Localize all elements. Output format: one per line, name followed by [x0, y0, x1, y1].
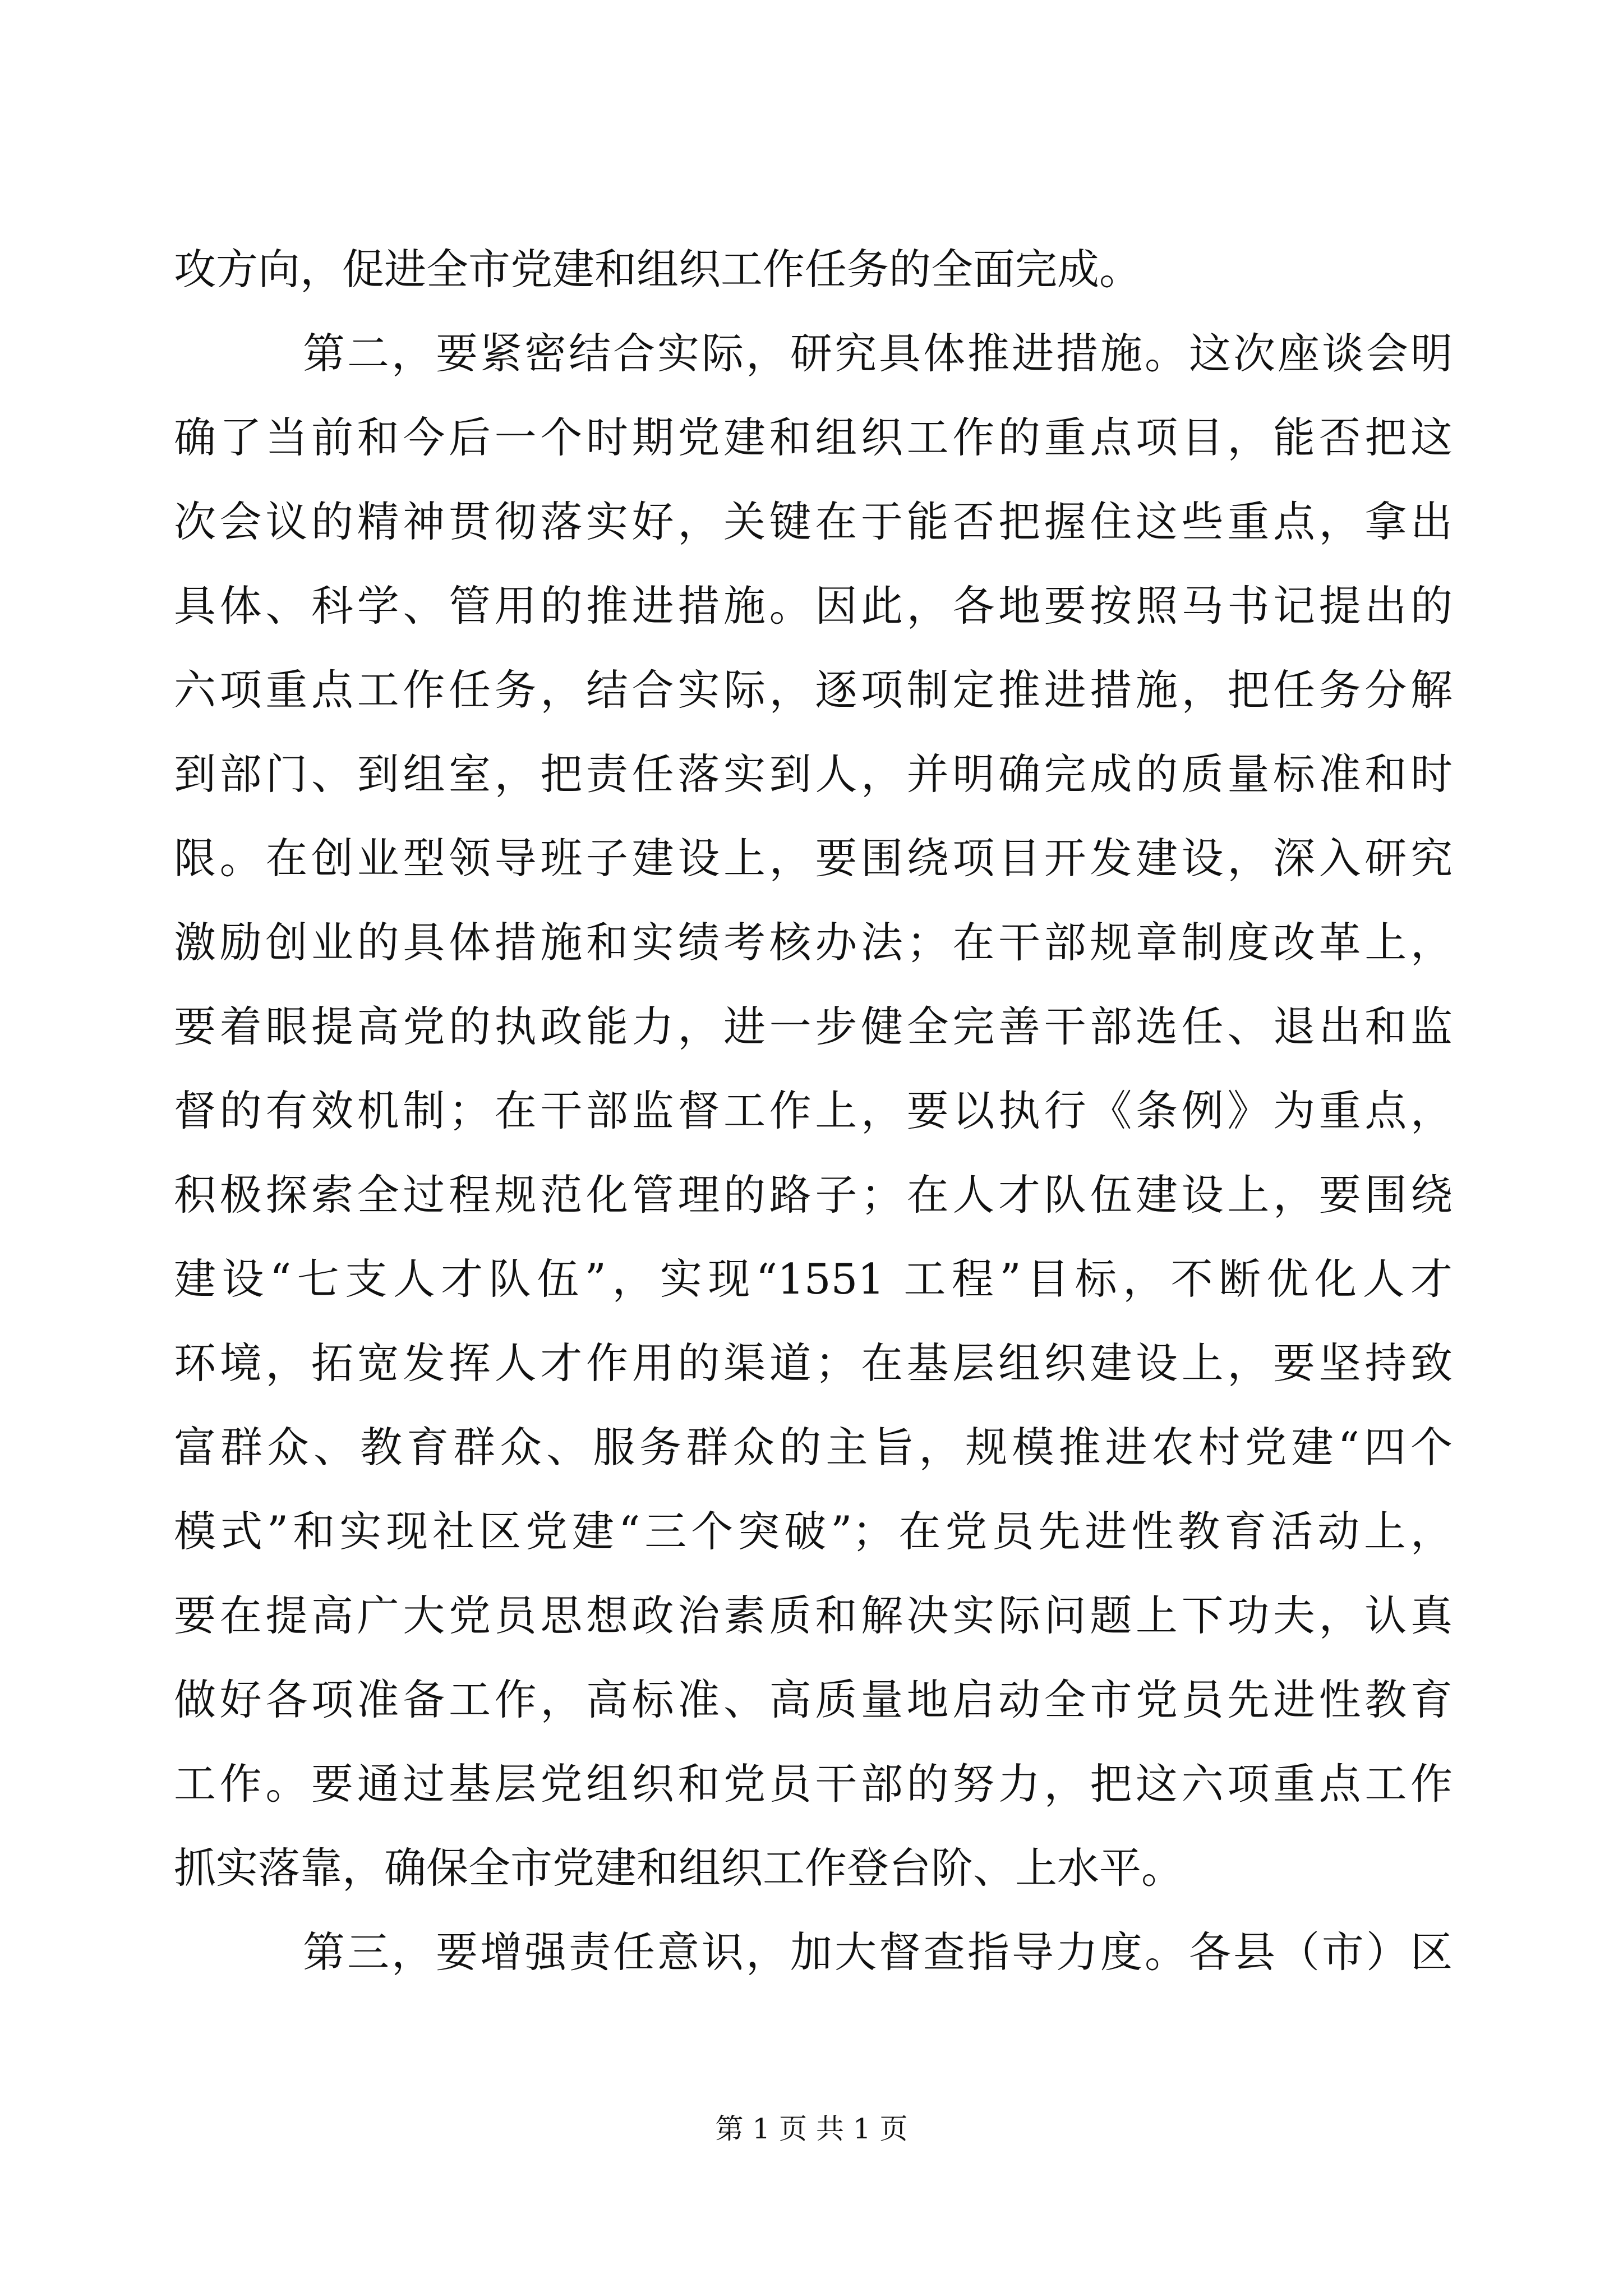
- text-line: 环境，拓宽发挥人才作用的渠道；在基层组织建设上，要坚持致: [174, 1338, 1453, 1388]
- text-line: 抓实落靠，确保全市党建和组织工作登台阶、上水平。: [174, 1843, 1184, 1893]
- text-line: 督的有效机制；在干部监督工作上，要以执行《条例》为重点，: [174, 1086, 1453, 1135]
- text-line: 积极探索全过程规范化管理的路子；在人才队伍建设上，要围绕: [174, 1170, 1453, 1220]
- text-line: 激励创业的具体措施和实绩考核办法；在干部规章制度改革上，: [174, 918, 1453, 967]
- body-text: [174, 227, 1453, 1994]
- text-line: 要在提高广大党员思想政治素质和解决实际问题上下功夫，认真: [174, 1591, 1453, 1640]
- text-line: 富群众、教育群众、服务群众的主旨，规模推进农村党建“四个: [174, 1423, 1453, 1472]
- text-line: 攻方向，促进全市党建和组织工作任务的全面完成。: [174, 245, 1142, 294]
- page-footer: [0, 2109, 1623, 2148]
- text-line: 第三，要增强责任意识，加大督查指导力度。各县（市）区: [303, 1927, 1453, 1977]
- text-line: 做好各项准备工作，高标准、高质量地启动全市党员先进性教育: [174, 1675, 1453, 1724]
- text-line: 次会议的精神贯彻落实好，关键在于能否把握住这些重点，拿出: [174, 497, 1453, 546]
- text-line: 工作。要通过基层党组织和党员干部的努力，把这六项重点工作: [174, 1759, 1453, 1809]
- text-line: 具体、科学、管用的推进措施。因此，各地要按照马书记提出的: [174, 581, 1453, 631]
- text-line: 限。在创业型领导班子建设上，要围绕项目开发建设，深入研究: [174, 834, 1453, 883]
- text-line: 六项重点工作任务，结合实际，逐项制定推进措施，把任务分解: [174, 665, 1453, 715]
- text-line: 第二，要紧密结合实际，研究具体推进措施。这次座谈会明: [303, 329, 1453, 378]
- text-line: 要着眼提高党的执政能力，进一步健全完善干部选任、退出和监: [174, 1002, 1453, 1051]
- text-line: 到部门、到组室，把责任落实到人，并明确完成的质量标准和时: [174, 749, 1453, 799]
- text-line: 模式”和实现社区党建“三个突破”；在党员先进性教育活动上，: [174, 1507, 1453, 1556]
- text-line: 确了当前和今后一个时期党建和组织工作的重点项目，能否把这: [174, 413, 1453, 462]
- text-line: 建设“七支人才队伍”，实现“1551 工程”目标，不断优化人才: [174, 1254, 1453, 1304]
- page-number-label: 第 1 页 共 1 页: [715, 2113, 908, 2145]
